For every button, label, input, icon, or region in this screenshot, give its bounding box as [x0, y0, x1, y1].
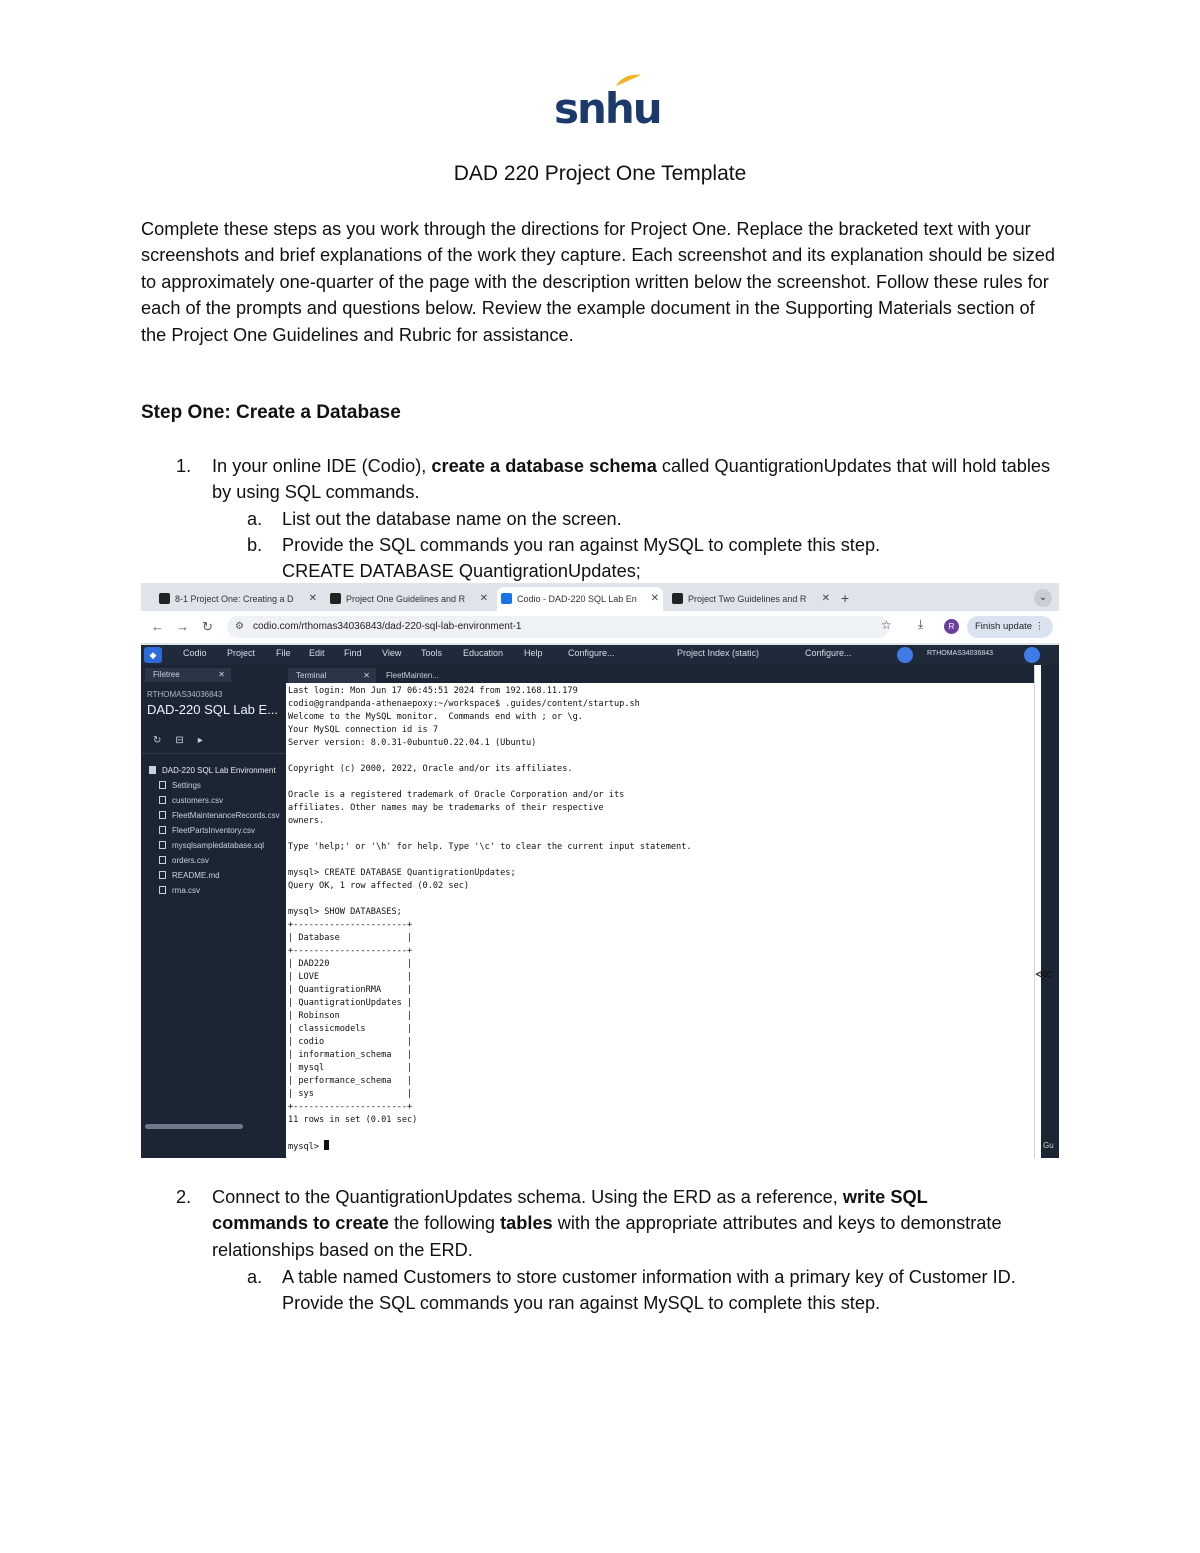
browser-tab-active[interactable] — [497, 587, 663, 611]
file-icon — [159, 886, 166, 894]
close-icon[interactable]: ✕ — [218, 670, 225, 679]
item-1a-text: List out the database name on the screen. — [282, 509, 622, 529]
file-icon — [159, 781, 166, 789]
item-1-pre: In your online IDE (Codio), — [212, 456, 432, 476]
close-icon[interactable]: ✕ — [479, 593, 488, 604]
download-icon[interactable]: ⤓ — [918, 617, 924, 631]
tree-item-label: FleetPartsInventory.csv — [172, 826, 255, 835]
codio-screenshot — [141, 583, 1059, 1158]
terminal-output[interactable] — [288, 685, 1032, 1155]
address-bar[interactable] — [227, 616, 889, 638]
item-1-text — [212, 453, 1072, 506]
menu-item-configure-2[interactable]: Configure... — [805, 648, 852, 658]
tree-item-label: Settings — [172, 781, 201, 790]
item-1a-label: a. — [247, 509, 263, 529]
item-1b-answer: CREATE DATABASE QuantigrationUpdates; — [282, 561, 641, 581]
url-text: codio.com/rthomas34036843/dad-220-sql-lab-environment-1 — [253, 621, 522, 632]
item-2-pre: Connect to the QuantigrationUpdates schema. Using the ERD as a reference, — [212, 1187, 843, 1207]
list-item[interactable] — [149, 793, 286, 808]
close-icon[interactable]: ✕ — [821, 593, 830, 604]
item-2-bold-1: write SQL commands to create — [212, 1187, 928, 1234]
close-icon[interactable]: ✕ — [308, 593, 317, 604]
close-icon[interactable]: ✕ — [363, 671, 370, 680]
terminal-text: Last login: Mon Jun 17 06:45:51 2024 from 192.168.11.179 codio@grandpanda-athenaepoxy:~/workspace$ .guides/content/startup.sh Welcome to the MySQL monitor. Commands end with ; or \g. Your MySQL connection id is 7 Server version: 8.0.31-0ubuntu0.22.04.1 (Ubuntu) Copyright (c) 2000, 2022, Oracle and/or its affiliates. Oracle is a registered trademark of Oracle Corporation and/or its affiliates. Other names may be trademarks of their respective owners. Type 'help;' or '\h' for help. Type '\c' to clear the current input statement. mysql> CREATE DATABASE QuantigrationUpdates; Query OK, 1 row affected (0.02 sec) mysql> SHOW DATABASES; +----------------------+ | Database | +----------------------+ | DAD220 | | LOVE | | QuantigrationRMA | | QuantigrationUpdates | | Robinson | | classicmodels | | codio | | information_schema | | mysql | | performance_schema | | sys | +----------------------+ 11 rows in set (0.01 sec) mysql> — [288, 686, 692, 1152]
list-item[interactable] — [149, 853, 286, 868]
tab-terminal[interactable] — [288, 668, 376, 683]
menu-item-codio[interactable]: Codio — [183, 648, 207, 658]
menu-item-tools[interactable]: Tools — [421, 648, 443, 658]
item-2-bold-2: tables — [500, 1213, 553, 1234]
star-icon[interactable]: ☆ — [881, 618, 892, 632]
rail-button[interactable]: Gu — [1043, 1141, 1054, 1150]
menu-item-help[interactable]: Help — [524, 648, 543, 658]
call-icon[interactable] — [897, 647, 913, 663]
tab-fleetmaintenance[interactable] — [378, 668, 458, 683]
browser-tab[interactable] — [155, 587, 321, 611]
side-tab-label: Filetree — [153, 670, 180, 679]
file-icon — [159, 796, 166, 804]
menu-item-view[interactable]: View — [382, 648, 402, 658]
menu-user-name: RTHOMAS34036843 — [927, 650, 994, 657]
item-1b-text: Provide the SQL commands you ran against MySQL to complete this step. — [282, 535, 881, 555]
menu-item-find[interactable]: Find — [344, 648, 362, 658]
power-icon[interactable] — [1024, 647, 1040, 663]
file-tree-panel — [141, 665, 286, 1158]
right-rail — [1034, 665, 1059, 1158]
item-2-number: 2. — [176, 1187, 192, 1207]
side-user: RTHOMAS34036843 — [147, 690, 223, 699]
menu-item-project[interactable]: Project — [227, 648, 256, 658]
menu-item-education[interactable]: Education — [463, 648, 504, 658]
list-item[interactable] — [149, 823, 286, 838]
menu-user-area — [897, 646, 1047, 664]
new-tab-button[interactable]: + — [841, 590, 850, 606]
step-one-heading: Step One: Create a Database — [141, 402, 401, 423]
list-item[interactable] — [149, 838, 286, 853]
browser-tab-bar — [141, 583, 1059, 611]
menu-item-configure[interactable]: Configure... — [568, 648, 615, 658]
divider — [141, 753, 286, 754]
item-2a-text: A table named Customers to store customer information with a primary key of Customer ID. Provide the SQL commands you ran against MySQL to complete this step. — [282, 1267, 1016, 1314]
browser-tab-label: Project One Guidelines and R — [346, 594, 466, 604]
chevron-down-icon[interactable]: ⌄ — [1034, 589, 1052, 607]
editor-tab-label: FleetMainten... — [386, 671, 439, 680]
list-item[interactable] — [149, 808, 286, 823]
tree-item-label: README.md — [172, 871, 220, 880]
avatar[interactable]: R — [944, 619, 959, 634]
dark-icon — [672, 593, 683, 604]
tab-filetree[interactable] — [145, 668, 231, 682]
menu-item-project-index[interactable]: Project Index (static) — [677, 648, 760, 658]
intro-paragraph: Complete these steps as you work through the directions for Project One. Replace the bracketed text with your screenshots and brief explanations of the work they capture. Each screenshot and its explanation should be sized to approximately one-quarter of the page with the description written below the screenshot. Follow these rules for each of the prompts and questions below. Review the example document in the Supporting Materials section of the Project One Guidelines and Rubric for assistance. — [141, 219, 1055, 345]
editor-panel — [286, 665, 1034, 1158]
finish-update-label: Finish update — [975, 621, 1033, 632]
tree-root-folder[interactable] — [149, 763, 286, 778]
item-2-text — [212, 1184, 1002, 1263]
list-item[interactable] — [149, 778, 286, 793]
finish-update-button[interactable]: Finish update ⋮ — [967, 616, 1053, 638]
item-2-post: with the appropriate attributes and keys to demonstrate relationships based on the ERD. — [212, 1213, 1002, 1260]
forward-icon[interactable]: → — [176, 619, 189, 634]
file-icon — [159, 871, 166, 879]
file-icon — [159, 811, 166, 819]
document-title: DAD 220 Project One Template — [453, 162, 747, 185]
tree-item-label: mysqlsampledatabase.sql — [172, 841, 265, 850]
codio-logo-icon[interactable]: ◆ — [144, 647, 162, 663]
editor-tab-bar — [286, 665, 1034, 683]
drag-handle-icon[interactable]: ⋘ — [1035, 967, 1053, 981]
tree-item-label: DAD-220 SQL Lab Environment — [162, 766, 276, 775]
menu-item-file[interactable]: File — [276, 648, 291, 658]
editor-tab-label: Terminal — [296, 671, 327, 680]
list-item[interactable] — [149, 868, 286, 883]
menu-item-edit[interactable]: Edit — [309, 648, 325, 658]
dark-icon — [330, 593, 341, 604]
file-tree — [149, 763, 286, 898]
site-info-icon[interactable]: ⚙ — [235, 621, 244, 632]
browser-tab-label: 8-1 Project One: Creating a D — [175, 594, 294, 604]
terminal-cursor — [324, 1140, 329, 1150]
right-rail-panel — [1041, 665, 1059, 1158]
side-action-icons — [153, 735, 217, 746]
browser-tab[interactable] — [668, 587, 834, 611]
file-icon — [159, 826, 166, 834]
browser-tab-label: Codio - DAD-220 SQL Lab En — [517, 594, 637, 604]
item-1-post: called QuantigrationUpdates that will hold tables by using SQL commands. — [212, 456, 1051, 503]
file-icon — [159, 841, 166, 849]
item-2a-label: a. — [247, 1267, 263, 1287]
tree-item-label: rma.csv — [172, 886, 200, 895]
tree-item-label: FleetMaintenanceRecords.csv — [172, 811, 280, 820]
codio-icon — [501, 593, 512, 604]
snhu-logo — [554, 72, 661, 134]
tree-item-label: orders.csv — [172, 856, 209, 865]
file-icon — [159, 856, 166, 864]
logo-text: snhu — [554, 84, 661, 133]
item-2-mid: the following — [388, 1213, 501, 1234]
refresh-icon[interactable]: ↻ — [153, 735, 176, 746]
browser-toolbar — [141, 611, 1059, 643]
tree-item-label: customers.csv — [172, 796, 224, 805]
item-1-number: 1. — [176, 456, 192, 476]
browser-tab-label: Project Two Guidelines and R — [688, 594, 807, 604]
project-title: DAD-220 SQL Lab E... — [147, 702, 279, 717]
back-icon[interactable]: ← — [151, 619, 164, 634]
close-icon[interactable]: ✕ — [650, 593, 659, 604]
collapse-icon[interactable]: ⊟ — [175, 735, 198, 746]
reload-icon[interactable]: ↻ — [202, 619, 213, 634]
item-1-bold: create a database schema — [431, 456, 657, 476]
lock-icon — [149, 766, 156, 774]
item-1b-label: b. — [247, 535, 263, 555]
codio-menu-bar — [141, 645, 1059, 665]
dark-icon — [159, 593, 170, 604]
browser-tab[interactable] — [326, 587, 492, 611]
list-item[interactable] — [149, 883, 286, 898]
scrollbar[interactable] — [145, 1124, 243, 1129]
expand-icon[interactable]: ▸ — [197, 735, 217, 746]
